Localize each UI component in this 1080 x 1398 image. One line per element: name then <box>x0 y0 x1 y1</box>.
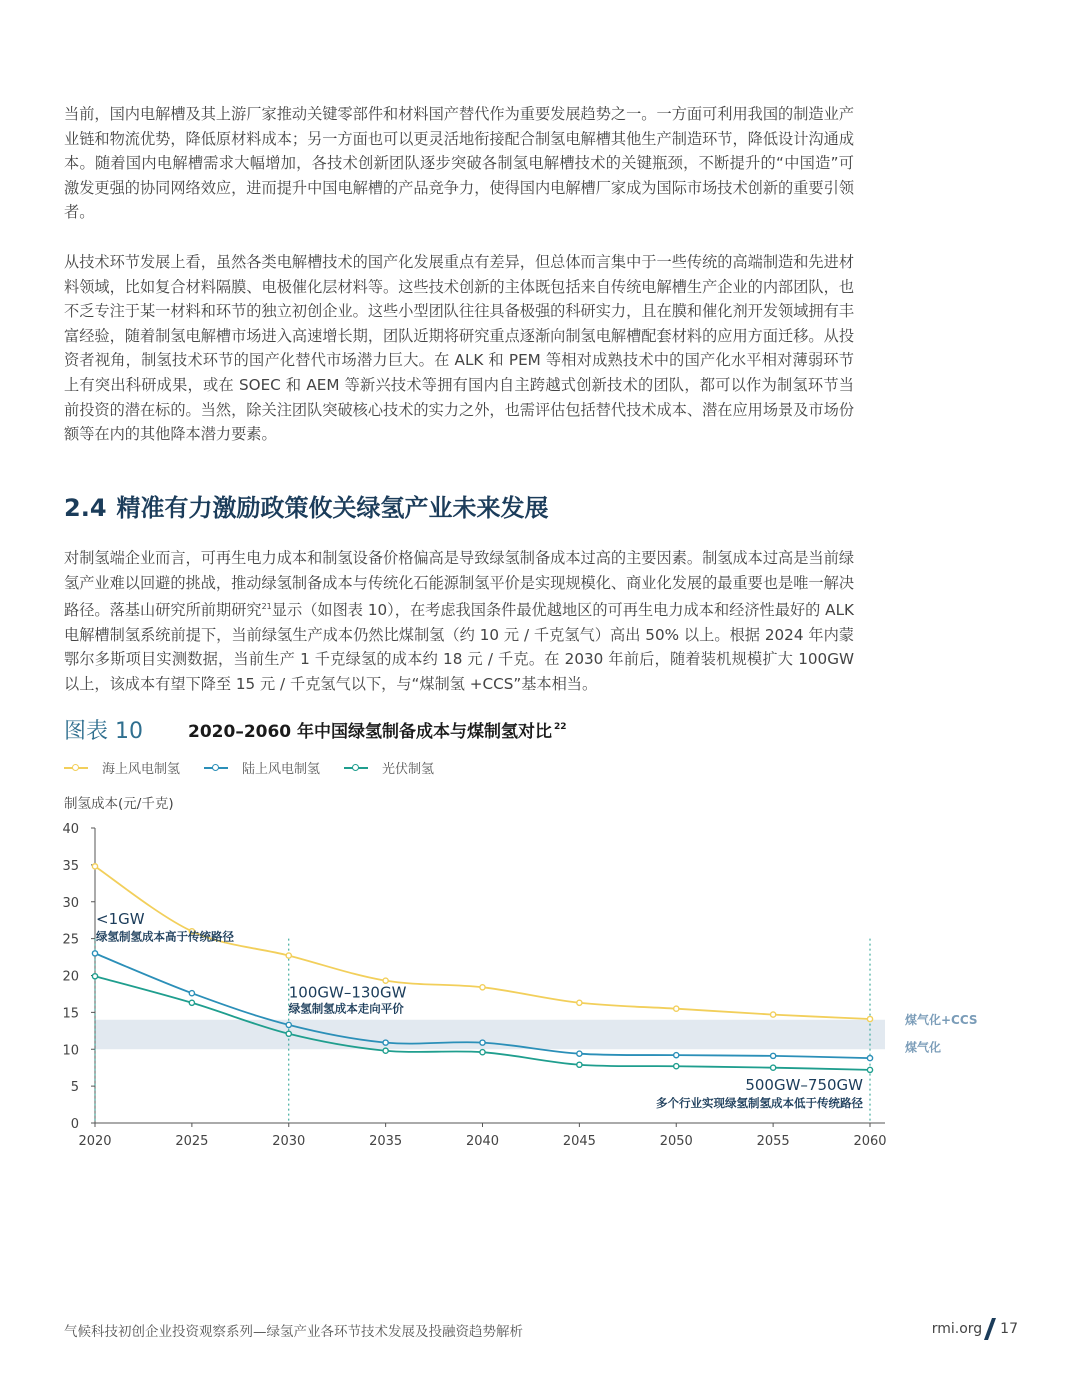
series-2-point <box>674 1064 679 1069</box>
y-tick-label: 0 <box>70 1117 79 1132</box>
series-0-point <box>771 1012 776 1017</box>
footnote-ref-21: 21 <box>261 602 272 612</box>
annotation-subtitle: 绿氢制氢成本走向平价 <box>288 1001 404 1016</box>
y-axis-unit-label: 制氢成本(元/千克) <box>64 796 174 812</box>
y-tick-label: 35 <box>62 858 79 874</box>
series-2-point <box>92 974 97 979</box>
legend-item-onshore-wind <box>204 758 320 777</box>
series-2-point <box>577 1062 582 1067</box>
series-0-point <box>867 1016 872 1021</box>
annotation-subtitle: 绿氢制氢成本高于传统路径 <box>96 929 234 944</box>
series-2-point <box>383 1048 388 1053</box>
annotation-title: 100GW–130GW <box>288 983 407 1002</box>
series-2-point <box>867 1067 872 1072</box>
y-tick-label: 15 <box>62 1006 79 1022</box>
y-tick-label: 40 <box>62 822 79 837</box>
annotation-subtitle: 多个行业实现绿氢制氢成本低于传统路径 <box>656 1095 863 1110</box>
x-tick-label: 2030 <box>272 1134 306 1149</box>
section-number: 2.4 <box>64 494 107 522</box>
x-tick-label: 2050 <box>659 1134 693 1149</box>
figure-title <box>188 717 567 742</box>
series-1-point <box>867 1056 872 1061</box>
series-1-point <box>92 951 97 956</box>
y-tick-label: 5 <box>70 1080 79 1096</box>
y-tick-label: 20 <box>62 969 79 985</box>
series-2-point <box>480 1050 485 1055</box>
legend-label: 陆上风电制氢 <box>242 762 321 777</box>
series-1-point <box>577 1051 582 1056</box>
x-tick-label: 2060 <box>853 1134 887 1149</box>
x-tick-label: 2035 <box>369 1134 403 1149</box>
footer-page-number: 17 <box>1000 1321 1018 1337</box>
y-tick-label: 30 <box>62 895 79 911</box>
section-heading <box>64 488 549 523</box>
legend-item-offshore-wind <box>64 758 180 777</box>
x-tick-label: 2040 <box>465 1134 500 1149</box>
series-0-point <box>92 864 97 869</box>
band-label-coal: 煤气化 <box>905 1040 942 1055</box>
footer-series-title: 气候科技初创企业投资观察系列—绿氢产业各环节技术发展及投融资趋势解析 <box>64 1324 523 1340</box>
series-1-point <box>286 1022 291 1027</box>
x-tick-label: 2025 <box>175 1134 209 1149</box>
series-0-point <box>286 953 291 958</box>
footer-site: rmi.org <box>931 1321 983 1337</box>
legend-swatch-icon <box>204 762 228 774</box>
section-title-text: 精准有力激励政策攸关绿氢产业未来发展 <box>116 494 549 522</box>
legend-label: 光伏制氢 <box>382 762 435 777</box>
figure-label: 图表 10 <box>64 719 143 744</box>
band-label-coal-ccs: 煤气化+CCS <box>905 1012 978 1027</box>
series-1-point <box>383 1040 388 1045</box>
series-1-point <box>189 991 194 996</box>
intro-paragraph-1: 当前，国内电解槽及其上游厂家推动关键零部件和材料国产替代作为重要发展趋势之一。一方面可利用我国的制造业产业链和物流优势，降低原材料成本；另一方面也可以更灵活地衔接配合制氢电解槽其他生产制造环节，降低设计沟通成本。随着国内电解槽需求大幅增加，各技术创新团队逐步突破各制氢电解槽技术的关键瓶颈，不断提升的“中国造”可激发更强的协同网络效应，进而提升中国电解槽的产品竞争力，使得国内电解槽厂家成为国际市场技术创新的重要引领者。 <box>64 105 854 222</box>
section-paragraph-part-2: 显示（如图表 10），在考虑我国条件最优越地区的可再生电力成本和经济性最好的 ALK 电解槽制氢系统前提下，当前绿氢生产成本仍然比煤制氢（约 10 元 / 千克氢气）高出 50% 以上。根据 2024 年内蒙鄂尔多斯项目实测数据，当前生产 1 千克绿氢的成本约 18 元 / 千克。在 2030 年前后，随着装机规模扩大 100GW 以上，该成本有望下降至 15 元 / 千克氢气以下，与“煤制氢 +CCS”基本相当。 <box>64 601 854 693</box>
rmi-slash-logo-icon <box>984 1318 996 1340</box>
series-0-point <box>480 985 485 990</box>
series-1-point <box>480 1040 485 1045</box>
series-2-point <box>286 1031 291 1036</box>
legend-label: 海上风电制氢 <box>102 762 181 777</box>
x-tick-label: 2055 <box>756 1134 790 1149</box>
annotation-title: <1GW <box>96 910 145 929</box>
y-tick-label: 10 <box>62 1043 79 1059</box>
series-2-point <box>771 1065 776 1070</box>
legend-swatch-icon <box>64 762 88 774</box>
section-paragraph-part-1: 对制氢端企业而言，可再生电力成本和制氢设备价格偏高是导致绿氢制备成本过高的主要因素。制氢成本过高是当前绿氢产业难以回避的挑战，推动绿氢制备成本与传统化石能源制氢平价是实现规模化、商业化发展的最重要也是唯一解决路径。落基山研究所前期研究 <box>64 549 854 620</box>
footer-site-page <box>932 1318 1018 1340</box>
y-tick-label: 25 <box>62 932 79 948</box>
x-tick-label: 2020 <box>78 1134 112 1149</box>
series-0-point <box>577 1000 582 1005</box>
series-0-point <box>674 1006 679 1011</box>
series-0-point <box>383 978 388 983</box>
intro-paragraph-2: 从技术环节发展上看，虽然各类电解槽技术的国产化发展重点有差异，但总体而言集中于一些传统的高端制造和先进材料领域，比如复合材料隔膜、电极催化层材料等。这些技术创新的主体既包括来自传统电解槽生产企业的内部团队，也不乏专注于某一材料和环节的独立初创企业。这些小型团队往往具备极强的科研实力，且在膜和催化剂开发领域拥有丰富经验，随着制氢电解槽市场进入高速增长期，团队近期将研究重点逐渐向制氢电解槽配套材料的应用方面迁移。从投资者视角，制氢技术环节的国产化替代市场潜力巨大。在 ALK 和 PEM 等相对成熟技术中的国产化水平相对薄弱环节上有突出科研成果，或在 SOEC 和 AEM 等新兴技术等拥有国内自主跨越式创新技术的团队，都可以作为制氢环节当前投资的潜在标的。当然，除关注团队突破核心技术的实力之外，也需评估包括替代技术成本、潜在应用场景及市场份额等在内的其他降本潜力要素。 <box>64 253 854 444</box>
series-1-point <box>674 1053 679 1058</box>
figure-title-text: 2020–2060 年中国绿氢制备成本与煤制氢对比 <box>188 722 553 742</box>
series-2-point <box>189 1000 194 1005</box>
x-tick-label: 2045 <box>562 1134 596 1149</box>
series-1-point <box>771 1053 776 1058</box>
legend-swatch-icon <box>344 762 368 774</box>
section-paragraph <box>64 546 854 697</box>
footnote-ref-22: 22 <box>554 722 567 732</box>
cost-line-chart <box>55 815 978 1155</box>
annotation-title: 500GW–750GW <box>745 1075 863 1094</box>
coal-cost-band <box>95 1020 885 1050</box>
legend-item-solar <box>344 758 434 777</box>
